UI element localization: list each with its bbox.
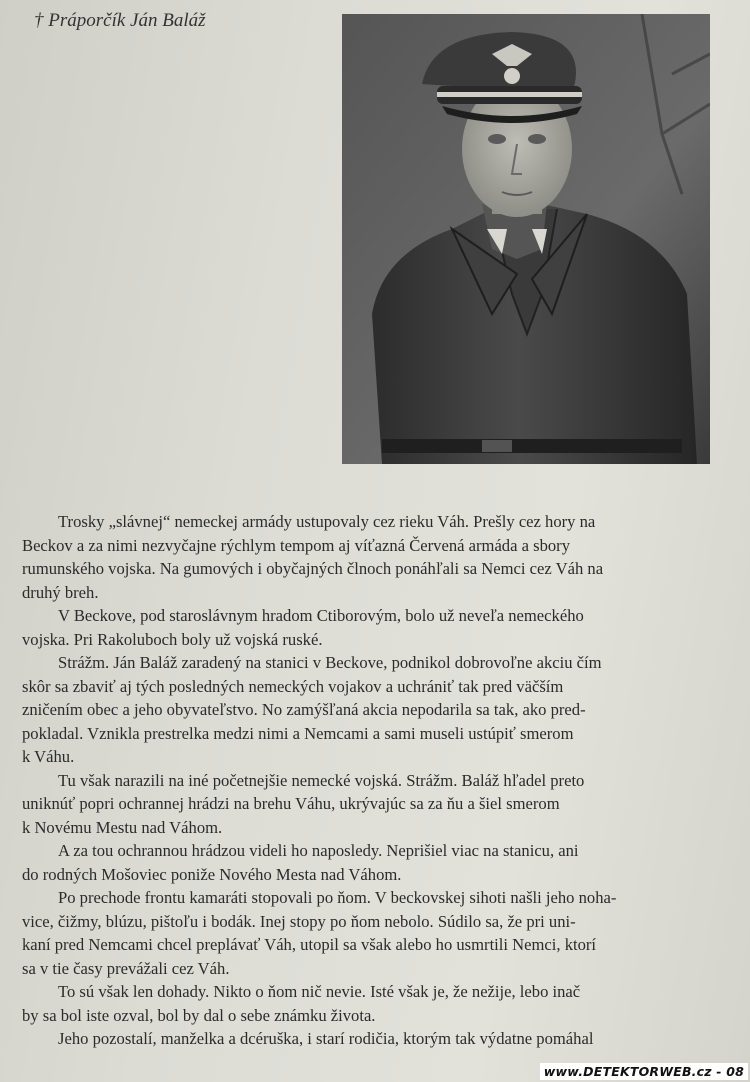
portrait-photo	[342, 14, 710, 464]
article-body	[22, 510, 734, 1051]
body-line: sa v tie časy prevážali cez Váh.	[22, 958, 230, 978]
body-line: Jeho pozostalí, manželka a dcéruška, i starí rodičia, ktorým tak výdatne pomáhal	[58, 1029, 594, 1048]
body-line: kaní pred Nemcami chcel preplávať Váh, utopil sa však alebo ho usmrtili Nemci, ktorí	[22, 935, 597, 954]
body-line: Trosky „slávnej“ nemeckej armády ustupovaly cez rieku Váh. Prešly cez hory na	[58, 512, 596, 531]
body-line: To sú však len dohady. Nikto o ňom nič nevie. Isté však je, že nežije, lebo inač	[58, 982, 581, 1001]
body-line: V Beckove, pod staroslávnym hradom Ctiborovým, bolo už neveľa nemeckého	[58, 606, 584, 625]
portrait-illustration	[342, 14, 710, 464]
body-line: Po prechode frontu kamaráti stopovali po ňom. V beckovskej sihoti našli jeho noha-	[58, 888, 617, 907]
body-line: vice, čižmy, blúzu, pištoľu i bodák. Inej stopy po ňom nebolo. Súdilo sa, že pri uni-	[22, 911, 576, 931]
body-line: Beckov a za nimi nezvyčajne rýchlym tempom aj víťazná Červená armáda a sbory	[22, 535, 571, 555]
body-line: do rodných Mošoviec poniže Nového Mesta nad Váhom.	[22, 864, 402, 884]
body-line: zničením obec a jeho obyvateľstvo. No zamýšľaná akcia nepodarila sa tak, ako pred-	[22, 700, 586, 719]
body-line: k Novému Mestu nad Váhom.	[22, 817, 223, 837]
body-line: k Váhu.	[22, 747, 75, 766]
body-line: by sa bol iste ozval, bol by dal o sebe známku života.	[22, 1005, 376, 1025]
photo-caption: † Práporčík Ján Baláž	[34, 10, 206, 31]
body-line: Tu však narazili na iné početnejšie nemecké vojská. Strážm. Baláž hľadel preto	[58, 770, 585, 790]
body-line: uniknúť popri ochrannej hrádzi na brehu Váhu, ukrývajúc sa za ňu a šiel smerom	[22, 794, 560, 813]
body-line: A za tou ochrannou hrádzou videli ho naposledy. Neprišiel viac na stanicu, ani	[58, 841, 579, 860]
body-line: druhý breh.	[22, 582, 99, 602]
body-line: rumunského vojska. Na gumových i obyčajných člnoch ponáhľali sa Nemci cez Váh na	[22, 559, 604, 578]
body-line: vojska. Pri Rakoluboch boly už vojská ruské.	[22, 629, 323, 649]
body-line: pokladal. Vznikla prestrelka medzi nimi a Nemcami a sami museli ustúpiť smerom	[22, 723, 574, 743]
body-line: Strážm. Ján Baláž zaradený na stanici v Beckove, podnikol dobrovoľne akciu čím	[58, 653, 602, 672]
body-line: skôr sa zbaviť aj tých posledných nemeckých vojakov a uchrániť tak pred väčším	[22, 676, 564, 696]
watermark: www.DETEKTORWEB.cz - 08	[540, 1063, 748, 1080]
